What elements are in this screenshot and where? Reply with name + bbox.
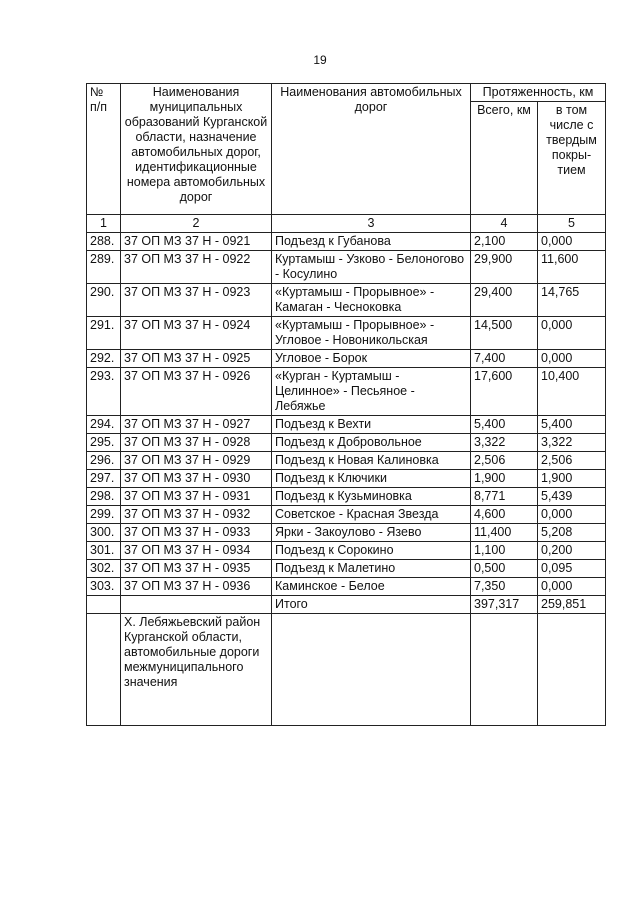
table-row — [87, 317, 606, 350]
road-id: 37 ОП МЗ 37 Н - 0924 — [121, 317, 272, 350]
total-length: 397,317 — [471, 596, 538, 614]
road-id: 37 ОП МЗ 37 Н - 0921 — [121, 233, 272, 251]
road-id: 37 ОП МЗ 37 Н - 0926 — [121, 368, 272, 416]
row-number: 300. — [87, 524, 121, 542]
table-row — [87, 251, 606, 284]
road-name: Подъезд к Кузьминовка — [272, 488, 471, 506]
road-length-total: 11,400 — [471, 524, 538, 542]
road-name: Подъезд к Малетино — [272, 560, 471, 578]
road-length-hard: 5,439 — [538, 488, 606, 506]
road-id: 37 ОП МЗ 37 Н - 0923 — [121, 284, 272, 317]
road-name: Подъезд к Новая Калиновка — [272, 452, 471, 470]
road-name: Каминское - Белое — [272, 578, 471, 596]
road-length-total: 2,506 — [471, 452, 538, 470]
road-length-hard: 2,506 — [538, 452, 606, 470]
table-row — [87, 488, 606, 506]
road-name: Подъезд к Ключики — [272, 470, 471, 488]
road-id: 37 ОП МЗ 37 Н - 0927 — [121, 416, 272, 434]
road-length-hard: 0,000 — [538, 506, 606, 524]
header-total: Всего, км — [471, 102, 538, 215]
table-row — [87, 506, 606, 524]
road-id: 37 ОП МЗ 37 Н - 0929 — [121, 452, 272, 470]
row-number: 293. — [87, 368, 121, 416]
road-length-total: 29,900 — [471, 251, 538, 284]
road-length-total: 1,100 — [471, 542, 538, 560]
road-id: 37 ОП МЗ 37 Н - 0922 — [121, 251, 272, 284]
road-id: 37 ОП МЗ 37 Н - 0935 — [121, 560, 272, 578]
empty-cell — [87, 614, 121, 726]
section-row — [87, 614, 606, 726]
row-number: 291. — [87, 317, 121, 350]
empty-cell — [121, 596, 272, 614]
row-number: 303. — [87, 578, 121, 596]
empty-cell — [87, 596, 121, 614]
row-number: 297. — [87, 470, 121, 488]
road-length-total: 0,500 — [471, 560, 538, 578]
road-length-hard: 0,000 — [538, 233, 606, 251]
empty-cell — [471, 614, 538, 726]
page-number: 19 — [313, 53, 327, 67]
road-name: «Куртамыш - Прорывное» - Камаган - Чесноковка — [272, 284, 471, 317]
row-number: 290. — [87, 284, 121, 317]
table-row — [87, 560, 606, 578]
road-length-hard: 10,400 — [538, 368, 606, 416]
row-number: 294. — [87, 416, 121, 434]
table-row — [87, 470, 606, 488]
road-length-total: 4,600 — [471, 506, 538, 524]
road-id: 37 ОП МЗ 37 Н - 0931 — [121, 488, 272, 506]
header-num: № п/п — [87, 84, 121, 215]
road-name: Подъезд к Губанова — [272, 233, 471, 251]
total-hard-length: 259,851 — [538, 596, 606, 614]
total-label: Итого — [272, 596, 471, 614]
road-length-hard: 0,000 — [538, 350, 606, 368]
header-road-name: Наименования автомобильных дорог — [272, 84, 471, 215]
empty-cell — [538, 614, 606, 726]
row-number: 288. — [87, 233, 121, 251]
road-id: 37 ОП МЗ 37 Н - 0930 — [121, 470, 272, 488]
road-name: «Куртамыш - Прорывное» - Угловое - Новоникольская — [272, 317, 471, 350]
column-number: 1 — [87, 215, 121, 233]
road-length-hard: 0,000 — [538, 578, 606, 596]
column-number: 4 — [471, 215, 538, 233]
row-number: 298. — [87, 488, 121, 506]
road-name: Куртамыш - Узково - Белоногово - Косулино — [272, 251, 471, 284]
road-name: Подъезд к Вехти — [272, 416, 471, 434]
road-length-hard: 0,000 — [538, 317, 606, 350]
road-length-total: 8,771 — [471, 488, 538, 506]
road-id: 37 ОП МЗ 37 Н - 0934 — [121, 542, 272, 560]
road-name: Угловое - Борок — [272, 350, 471, 368]
road-id: 37 ОП МЗ 37 Н - 0936 — [121, 578, 272, 596]
road-length-total: 2,100 — [471, 233, 538, 251]
table-row — [87, 233, 606, 251]
row-number: 301. — [87, 542, 121, 560]
road-length-total: 3,322 — [471, 434, 538, 452]
table-row — [87, 452, 606, 470]
road-length-hard: 5,400 — [538, 416, 606, 434]
row-number: 299. — [87, 506, 121, 524]
table-row — [87, 368, 606, 416]
road-name: Советское - Красная Звезда — [272, 506, 471, 524]
column-number: 3 — [272, 215, 471, 233]
road-length-hard: 11,600 — [538, 251, 606, 284]
road-length-total: 5,400 — [471, 416, 538, 434]
road-length-hard: 3,322 — [538, 434, 606, 452]
road-length-total: 14,500 — [471, 317, 538, 350]
table-row — [87, 350, 606, 368]
column-number: 5 — [538, 215, 606, 233]
table-body — [87, 233, 606, 596]
road-length-hard: 0,200 — [538, 542, 606, 560]
road-id: 37 ОП МЗ 37 Н - 0925 — [121, 350, 272, 368]
header-hard-surface: в том числе с твердым покры-тием — [538, 102, 606, 215]
table-row — [87, 578, 606, 596]
road-length-total: 17,600 — [471, 368, 538, 416]
road-name: Ярки - Закоулово - Язево — [272, 524, 471, 542]
road-id: 37 ОП МЗ 37 Н - 0928 — [121, 434, 272, 452]
road-name: Подъезд к Добровольное — [272, 434, 471, 452]
road-length-hard: 0,095 — [538, 560, 606, 578]
road-length-total: 7,350 — [471, 578, 538, 596]
road-length-hard: 14,765 — [538, 284, 606, 317]
road-length-total: 1,900 — [471, 470, 538, 488]
row-number: 296. — [87, 452, 121, 470]
empty-cell — [272, 614, 471, 726]
table-row — [87, 542, 606, 560]
road-length-hard: 5,208 — [538, 524, 606, 542]
road-name: «Курган - Куртамыш - Целинное» - Песьяное - Лебяжье — [272, 368, 471, 416]
column-numbers-row — [87, 215, 606, 233]
road-length-total: 7,400 — [471, 350, 538, 368]
table-row — [87, 284, 606, 317]
road-id: 37 ОП МЗ 37 Н - 0933 — [121, 524, 272, 542]
row-number: 292. — [87, 350, 121, 368]
road-name: Подъезд к Сорокино — [272, 542, 471, 560]
table-row — [87, 416, 606, 434]
total-row — [87, 596, 606, 614]
table-row — [87, 524, 606, 542]
road-length-hard: 1,900 — [538, 470, 606, 488]
table-row — [87, 434, 606, 452]
header-row-1 — [87, 84, 606, 102]
section-label: X. Лебяжьевский район Курганской области, автомобильные дороги межмуниципального значения — [121, 614, 272, 726]
header-municipality: Наименования муниципальных образований Курганской области, назначение автомобильных дорог, идентификационные номера автомобильных дорог — [121, 84, 272, 215]
column-number: 2 — [121, 215, 272, 233]
roads-table — [86, 83, 606, 726]
row-number: 289. — [87, 251, 121, 284]
header-length: Протяженность, км — [471, 84, 606, 102]
road-id: 37 ОП МЗ 37 Н - 0932 — [121, 506, 272, 524]
row-number: 295. — [87, 434, 121, 452]
road-length-total: 29,400 — [471, 284, 538, 317]
row-number: 302. — [87, 560, 121, 578]
